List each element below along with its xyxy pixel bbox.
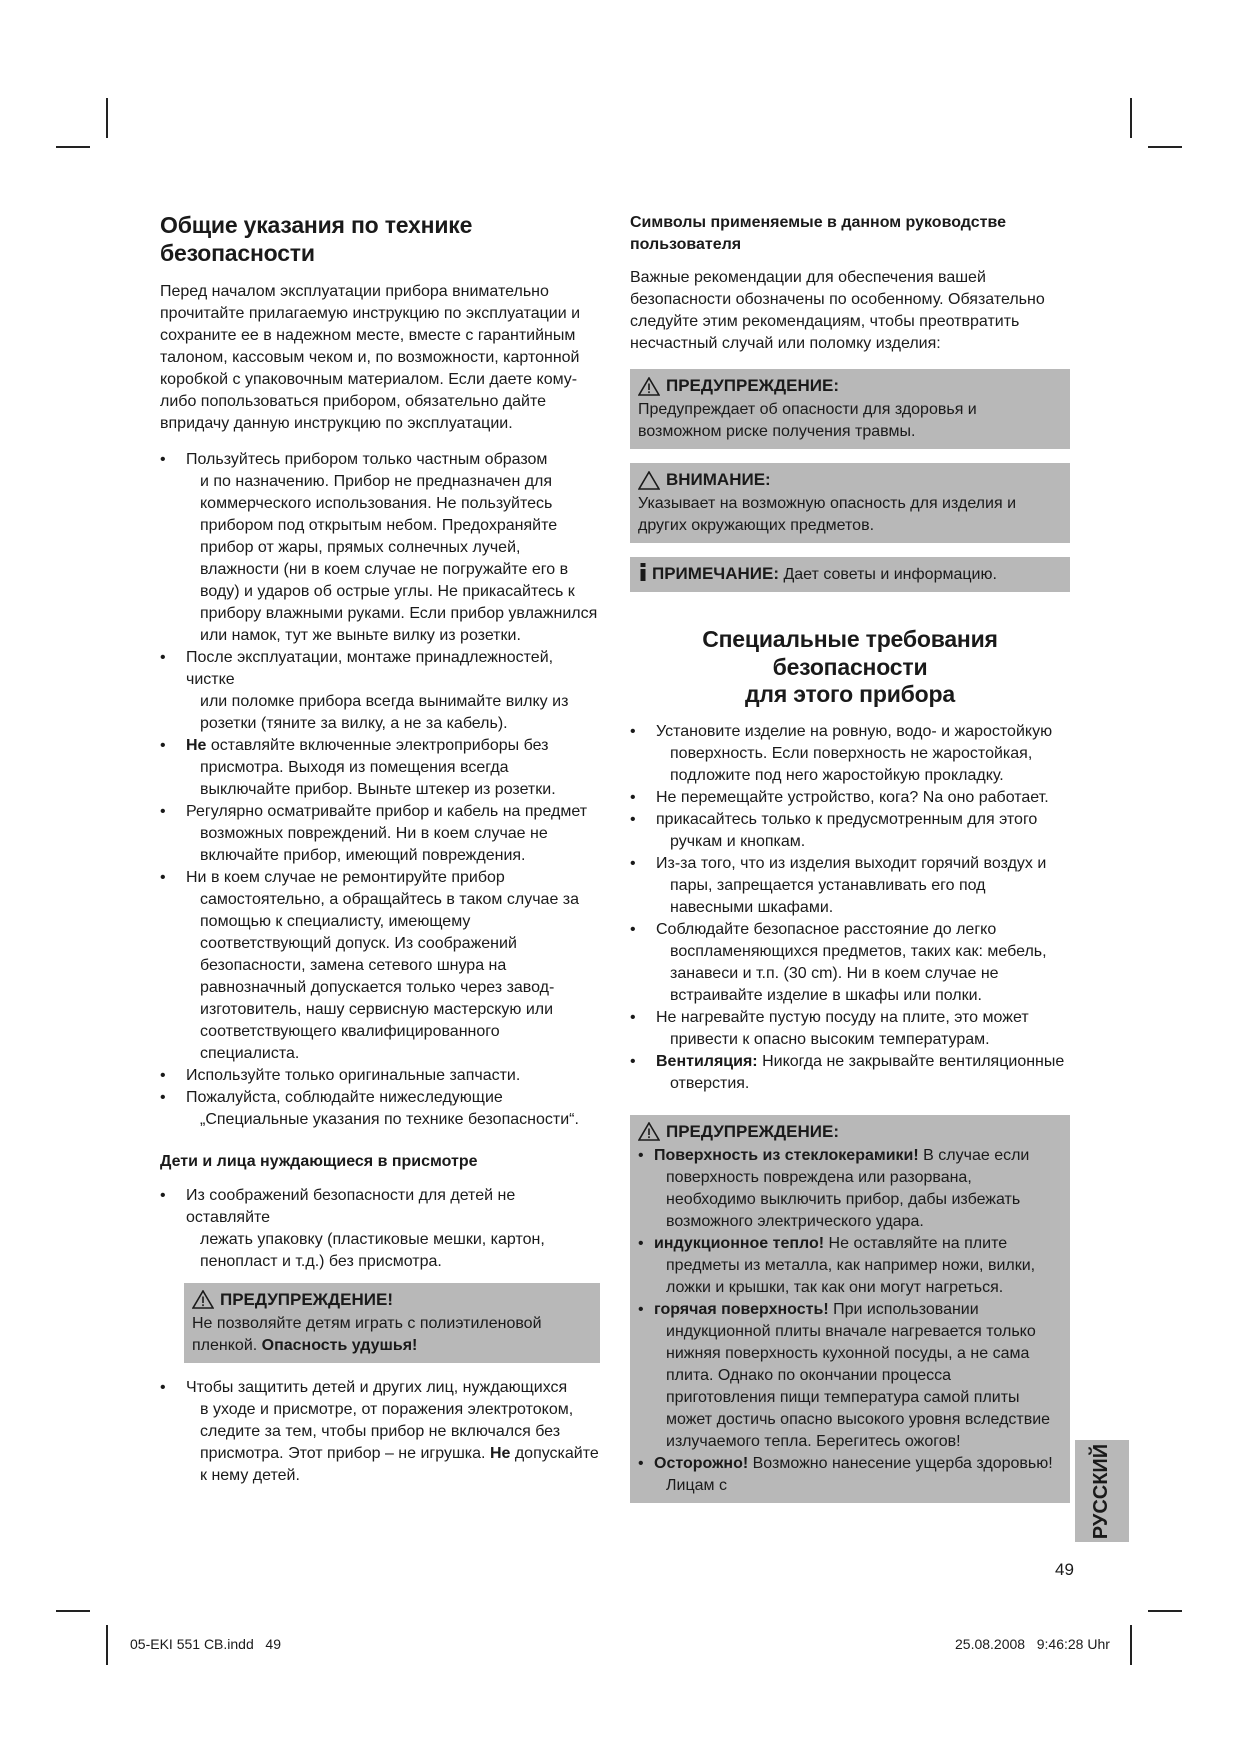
warning-box bbox=[184, 1283, 600, 1363]
list-item: • Пользуйтесь прибором только частным образом и по назначению. Прибор не предназначен для коммерческого использования. Не пользуйтесь прибором под открытым небом. Предохраняйте прибор от жары, прямых солнечных лучей, влажности (ни в коем случае не погружайте его в воду) и ударов об острые углы. Не прикасайтесь к прибору влажными руками. Если прибор увлажнился или намок, тут же выньте вилку из розетки. bbox=[160, 449, 600, 647]
language-tab: РУССКИЙ bbox=[1075, 1440, 1129, 1542]
list-item: • горячая поверхность! При использовании индукционной плиты вначале нагревается только нижняя поверхность кухонной посуды, а не сама плита. Однако по окончании процесса приготовления пищи температура самой плиты может достичь опасно высокого уровня вследствие излучаемого тепла. Берегитесь ожогов! bbox=[638, 1299, 1062, 1453]
safety-title: Общие указания по технике безопасности bbox=[160, 212, 473, 266]
children-heading: Дети и лица нуждающиеся в присмотре bbox=[160, 1153, 478, 1171]
box-text: Предупреждает об опасности для здоровья и возможном риске получения травмы. bbox=[638, 401, 977, 441]
warning-box-2 bbox=[630, 1115, 1070, 1503]
right-column bbox=[630, 212, 1070, 1517]
list-item: • Из соображений безопасности для детей не оставляйте лежать упаковку (пластиковые мешки, картон, пенопласт и т.д.) без присмотра. bbox=[160, 1185, 600, 1273]
list-item: • После эксплуатации, монтаже принадлежностей, чистке или поломке прибора всегда вынимайте вилку из розетки (тяните за вилку, а не за кабель). bbox=[160, 647, 600, 735]
box-text: Указывает на возможную опасность для изделия и других окружающих предметов. bbox=[638, 495, 1016, 535]
warning-list bbox=[638, 1145, 1062, 1497]
page-number: 49 bbox=[1055, 1560, 1074, 1579]
list-item: • Поверхность из стеклокерамики! В случае если поверхность повреждена или разорвана, необходимо выключить прибор, дабы избежать возможного электрического удара. bbox=[638, 1145, 1062, 1233]
list-item: • Не перемещайте устройство, кога? Na оно работает. bbox=[630, 787, 1070, 809]
info-icon bbox=[638, 563, 648, 581]
warning-text: Не позволяйте детям играть с полиэтиленовой пленкой. bbox=[192, 1314, 542, 1354]
list-item: • Установите изделие на ровную, водо- и жаростойкую поверхность. Если поверхность не жаростойкая, подложите под него жаростойкую прокладку. bbox=[630, 721, 1070, 787]
list-item: • Используйте только оригинальные запчасти. bbox=[160, 1065, 600, 1087]
symbols-heading: Символы применяемые в данном руководстве пользователя bbox=[630, 214, 1006, 253]
note-box bbox=[630, 557, 1070, 592]
list-item: • Не оставляйте включенные электроприборы без присмотра. Выходя из помещения всегда выключайте прибор. Выньте штекер из розетки. bbox=[160, 735, 600, 801]
box-title: ПРЕДУПРЕЖДЕНИЕ: bbox=[666, 1121, 839, 1141]
footer-date: 25.08.2008 9:46:28 Uhr bbox=[955, 1636, 1110, 1652]
crop-mark bbox=[56, 146, 90, 148]
box-title: ПРЕДУПРЕЖДЕНИЕ: bbox=[666, 376, 839, 396]
list-item: • прикасайтесь только к предусмотренным для этого ручкам и кнопкам. bbox=[630, 809, 1070, 853]
safety-list bbox=[160, 449, 600, 1131]
list-item: • Соблюдайте безопасное расстояние до легко воспламеняющихся предметов, таких как: мебель, занавеси и т.п. (30 cm). Ни в коем случае не встраивайте изделие в шкафы или полки. bbox=[630, 919, 1070, 1007]
list-item: • Осторожно! Возможно нанесение ущерба здоровью! Лицам с bbox=[638, 1453, 1062, 1497]
crop-mark bbox=[1148, 1610, 1182, 1612]
list-item: • индукционное тепло! Не оставляйте на плите предметы из металла, как например ножи, вилки, ложки и крышки, так как они могут нагреться. bbox=[638, 1233, 1062, 1299]
symbols-intro: Важные рекомендации для обеспечения вашей безопасности обозначены по особенному. Обязательно следуйте этим рекомендациям, чтобы преотвратить несчастный случай или поломку изделия: bbox=[630, 269, 1045, 353]
crop-mark bbox=[106, 98, 108, 138]
crop-mark bbox=[1130, 98, 1132, 138]
warning-title: ПРЕДУПРЕЖДЕНИЕ! bbox=[220, 1289, 393, 1309]
warning-bold: Опасность удушья! bbox=[261, 1336, 418, 1354]
warning-box bbox=[630, 369, 1070, 449]
list-item: • Ни в коем случае не ремонтируйте прибор самостоятельно, а обращайтесь в таком случае за помощью к специалисту, имеющему соответствующий допуск. Из соображений безопасности, замена сетевого шнура на равнозначный допускается только через завод-изготовитель, нашу сервисную мастерскую или соответствующего квалифицированного специалиста. bbox=[160, 867, 600, 1065]
crop-mark bbox=[1148, 146, 1182, 148]
crop-mark bbox=[56, 1610, 90, 1612]
note-title: ПРИМЕЧАНИЕ: bbox=[652, 564, 779, 584]
safety-intro: Перед началом эксплуатации прибора внимательно прочитайте прилагаемую инструкцию по эксплуатации и сохраните ее в надежном месте, вместе с гарантийным талоном, кассовым чеком и, по возможности, картонной коробкой с упаковочным материалом. Если даете кому-либо попользоваться прибором, обязательно дайте впридачу данную инструкцию по эксплуатации. bbox=[160, 283, 581, 433]
crop-mark bbox=[1130, 1625, 1132, 1665]
list-item: • Пожалуйста, соблюдайте нижеследующие „Специальные указания по технике безопасности“. bbox=[160, 1087, 600, 1131]
warning-triangle-icon bbox=[638, 1122, 660, 1141]
footer-file: 05-EKI 551 CB.indd 49 bbox=[130, 1636, 281, 1652]
box-title: ВНИМАНИЕ: bbox=[666, 470, 771, 490]
note-text: Дает советы и информацию. bbox=[779, 566, 997, 584]
left-column bbox=[160, 212, 600, 1507]
children-list bbox=[160, 1185, 600, 1273]
special-list bbox=[630, 721, 1070, 1095]
warning-triangle-icon bbox=[638, 377, 660, 396]
list-item: • Регулярно осматривайте прибор и кабель на предмет возможных повреждений. Ни в коем случае не включайте прибор, имеющий повреждения. bbox=[160, 801, 600, 867]
list-item: • Вентиляция: Никогда не закрывайте вентиляционные отверстия. bbox=[630, 1051, 1070, 1095]
caution-box bbox=[630, 463, 1070, 543]
crop-mark bbox=[106, 1625, 108, 1665]
children-list-2 bbox=[160, 1377, 600, 1487]
list-item: • Чтобы защитить детей и других лиц, нуждающихся в уходе и присмотре, от поражения электротоком, следите за тем, чтобы прибор не включался без присмотра. Этот прибор – не игрушка. Не допускайте к нему детей. bbox=[160, 1377, 600, 1487]
caution-triangle-icon bbox=[638, 471, 660, 490]
special-title: Специальные требования безопасности для этого прибора bbox=[702, 626, 998, 708]
list-item: • Не нагревайте пустую посуду на плите, это может привести к опасно высоким температурам. bbox=[630, 1007, 1070, 1051]
warning-triangle-icon bbox=[192, 1290, 214, 1309]
list-item: • Из-за того, что из изделия выходит горячий воздух и пары, запрещается устанавливать его под навесными шкафами. bbox=[630, 853, 1070, 919]
